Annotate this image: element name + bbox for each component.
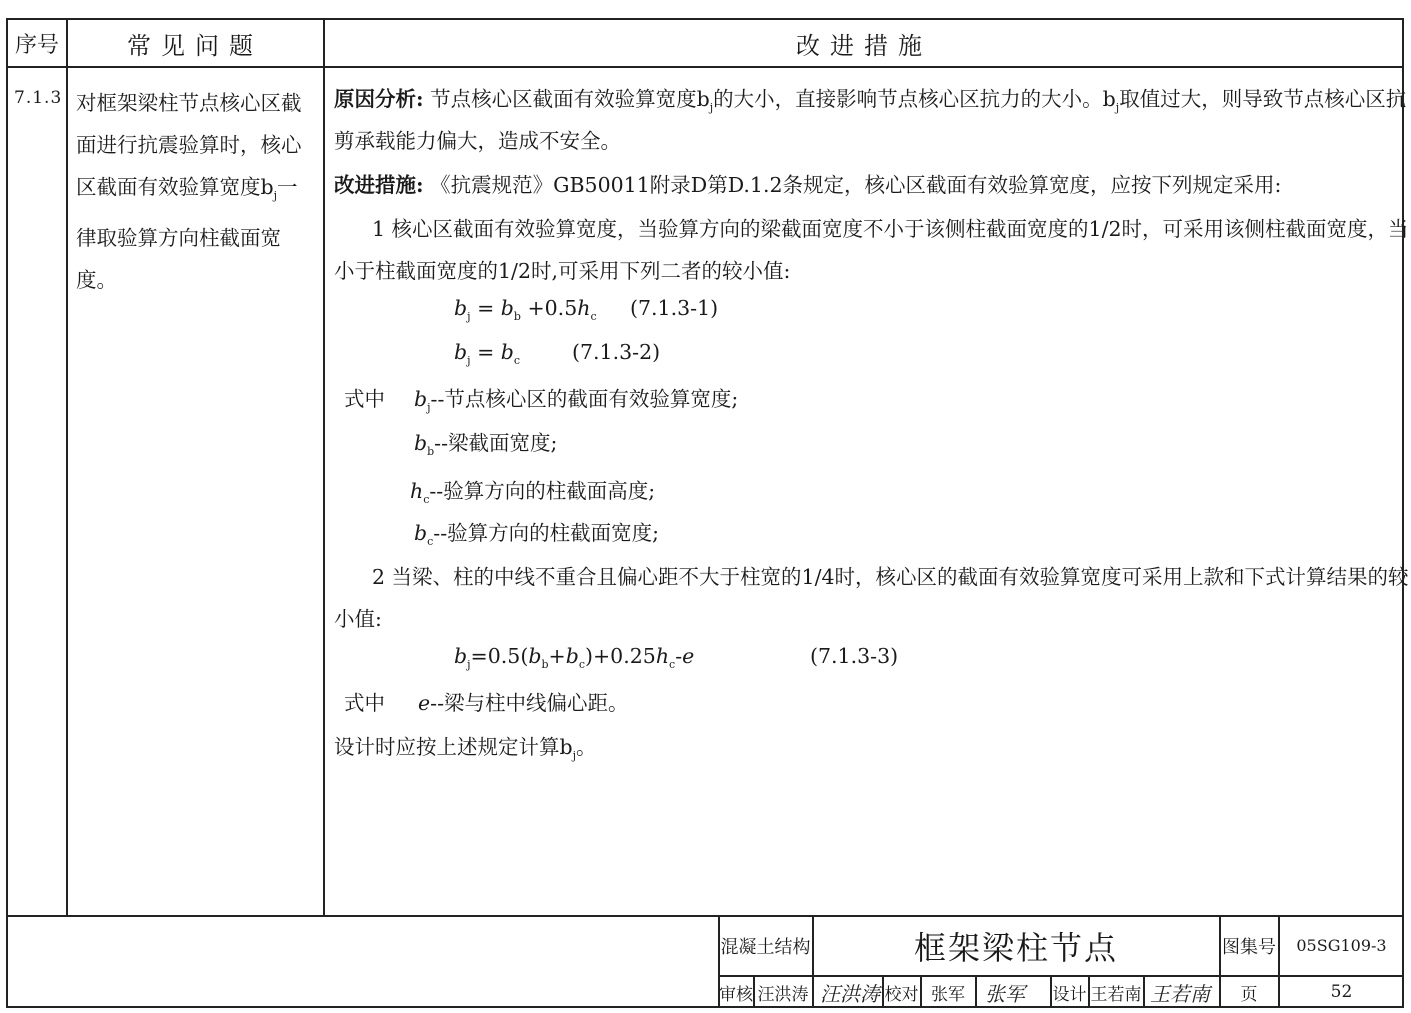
problem-line-2: 面进行抗震验算时，核心 xyxy=(76,133,302,157)
tb-atlas-no: 05SG109-3 xyxy=(1296,936,1387,955)
problem-line-4: 律取验算方向柱截面宽度。 xyxy=(76,226,281,293)
measure-line-1: 改进措施: 《抗震规范》GB50011附录D第D.1.2条规定，核心区截面有效验算宽度，应按下列规定采用: xyxy=(334,173,1282,197)
item2-line-1: 2 当梁、柱的中线不重合且偏心距不大于柱宽的1/4时，核心区的截面有效验算宽度可采用上款和下式计算结果的较 xyxy=(372,565,1409,589)
cause-line-1: 原因分析: 节点核心区截面有效验算宽度$b_j$的大小，直接影响节点核心区抗力的大小。$b_j$取值过大，则导致节点核心区抗 xyxy=(334,87,1407,115)
tb-check-label: 校对 xyxy=(884,984,919,1005)
item1-line-1: 1 核心区截面有效验算宽度，当验算方向的梁截面宽度不小于该侧柱截面宽度的1/2时，可采用该侧柱截面宽度，当 xyxy=(372,217,1409,241)
def-e: e--梁与柱中线偏心距。 xyxy=(418,691,629,715)
formula-3: $b_j=0.5(b_b+b_c)+0.25h_c-e$ xyxy=(454,644,695,672)
tb-page-label: 页 xyxy=(1240,984,1258,1005)
col-divider-1 xyxy=(66,18,68,916)
def-bb: $b_b--$梁截面宽度; xyxy=(414,431,558,459)
formula-1: $b_j = b_b +0.5h_c$ xyxy=(454,296,597,324)
designer-signature: 王若南 xyxy=(1150,982,1210,1006)
header-seq: 序号 xyxy=(14,32,59,58)
problem-line-3: 区截面有效验算宽度$b_j$一 xyxy=(76,175,298,203)
def-bc: $b_c--$验算方向的柱截面宽度; xyxy=(414,521,660,549)
tb-review-label: 审核 xyxy=(719,984,753,1005)
def-hc: $h_c--$验算方向的柱截面高度; xyxy=(410,479,656,507)
tb-checker: 张军 xyxy=(931,984,965,1005)
where-label: 式中 xyxy=(344,387,385,411)
where-label-2: 式中 xyxy=(344,691,385,715)
problem-cell xyxy=(76,82,316,301)
header-problem: 常见问题 xyxy=(127,31,263,60)
header-measure: 改进措施 xyxy=(796,31,932,60)
formula-3-number: (7.1.3-3) xyxy=(810,644,899,668)
checker-signature: 张军 xyxy=(985,982,1025,1006)
reviewer-signature: 汪洪涛 xyxy=(820,982,880,1006)
formula-2-number: (7.1.3-2) xyxy=(572,340,661,364)
formula-1-number: (7.1.3-1) xyxy=(630,296,719,320)
formula-2: $b_j = b_c$ xyxy=(454,340,521,368)
cause-line-2: 剪承载能力偏大，造成不安全。 xyxy=(334,129,621,153)
item2-line-2: 小值: xyxy=(334,607,382,631)
tb-sep-8 xyxy=(1143,975,1145,1008)
tb-designer: 王若南 xyxy=(1090,984,1142,1005)
col-divider-2 xyxy=(323,18,325,916)
def-bj: $b_j--$节点核心区的截面有效验算宽度; xyxy=(414,387,739,415)
tb-reviewer: 汪洪涛 xyxy=(757,984,809,1005)
tb-sep-2 xyxy=(812,975,814,1008)
tb-page-no: 52 xyxy=(1330,982,1353,1002)
row-seq: 7.1.3 xyxy=(14,88,63,108)
header-divider xyxy=(6,66,1404,68)
tb-sep-5 xyxy=(975,975,977,1008)
tb-design-label: 设计 xyxy=(1052,984,1087,1005)
drawing-title: 框架梁柱节点 xyxy=(913,928,1118,967)
tb-category: 混凝土结构 xyxy=(720,936,811,958)
conclusion: 设计时应按上述规定计算$b_j$。 xyxy=(334,735,597,763)
problem-line-1: 对框架梁柱节点核心区截 xyxy=(76,91,302,115)
item1-line-2: 小于柱截面宽度的1/2时,可采用下列二者的较小值: xyxy=(334,259,791,283)
tb-atlas-label: 图集号 xyxy=(1222,936,1276,958)
